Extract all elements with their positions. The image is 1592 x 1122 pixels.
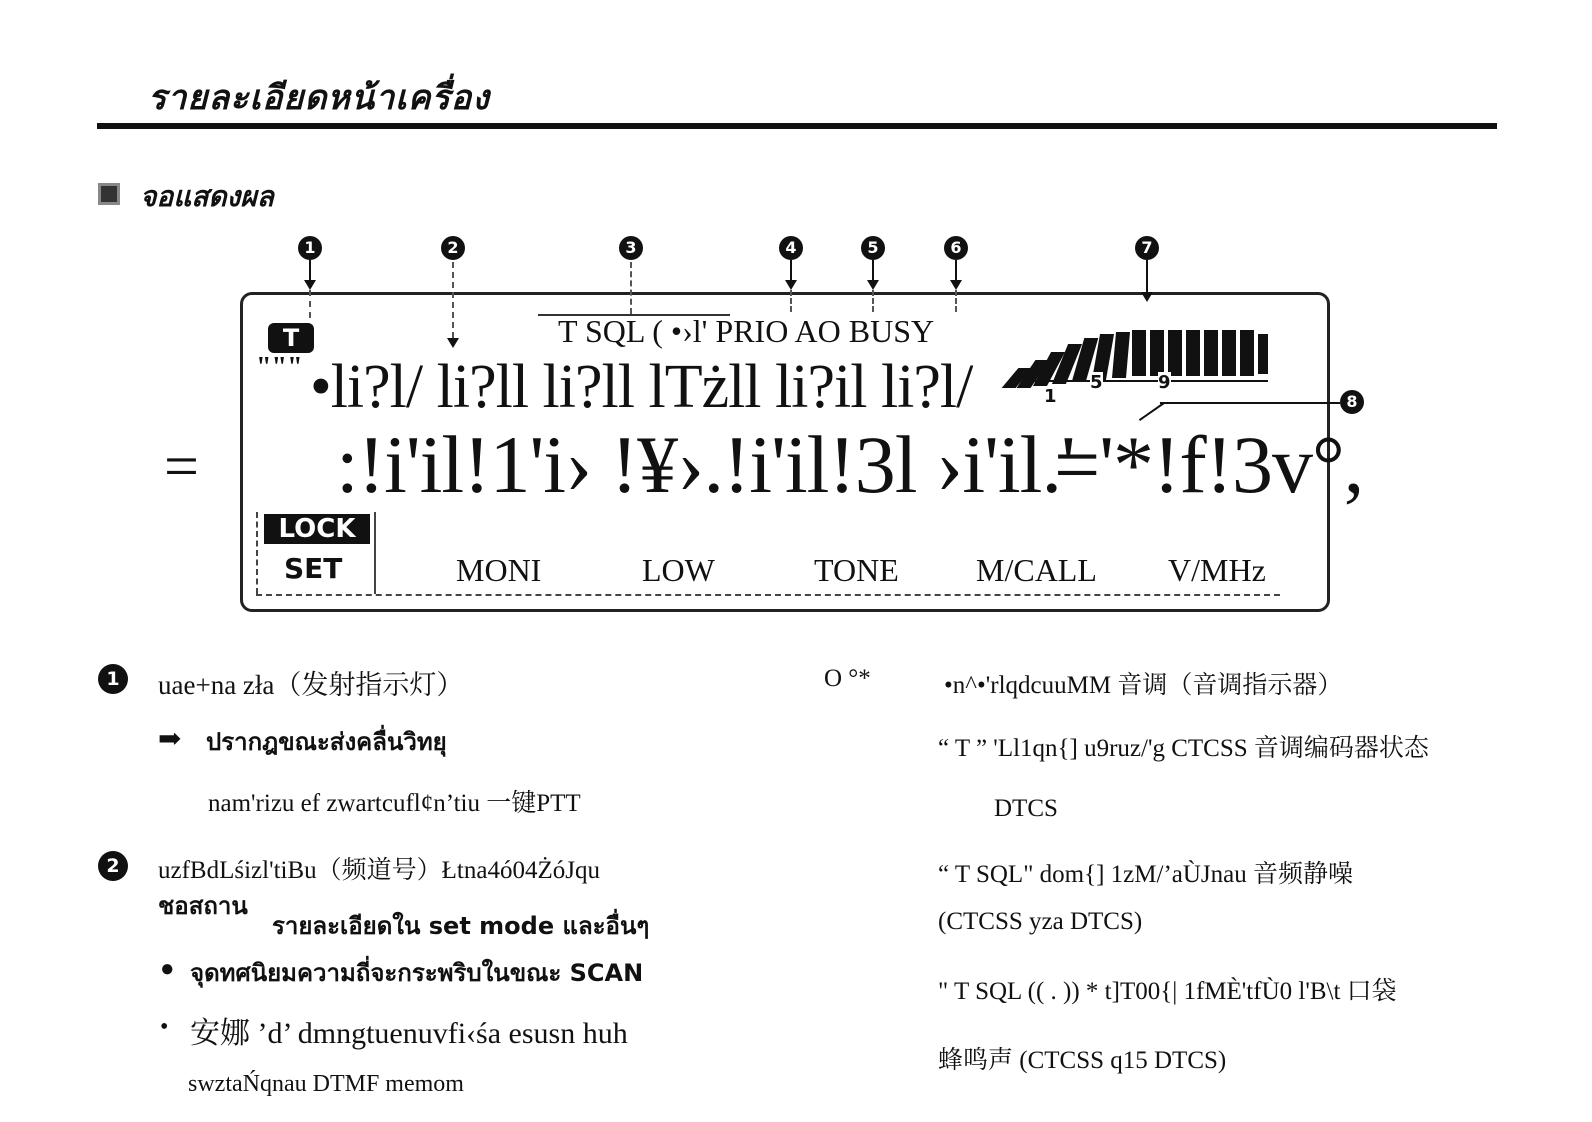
arrow-down-icon (950, 280, 962, 290)
lock-indicator: LOCK (264, 514, 370, 544)
callout-7: 7 (1135, 236, 1159, 260)
callout-4-line (790, 260, 792, 282)
item-1-number: 1 (98, 664, 128, 694)
page-title: รายละเอียดหน้าเครื่อง (148, 78, 490, 118)
arrow-down-icon (447, 338, 459, 348)
callout-8: 8 (1340, 390, 1364, 414)
lcd-equals-sign: = (164, 433, 198, 501)
callout-6-line (955, 260, 957, 282)
lcd-indicators: T SQL ( •›l' PRIO AO BUSY (558, 313, 935, 349)
lcd-frequency-row: :!i'il!1'i› !¥›.!i'il!3l ›i'il.' (336, 419, 1075, 510)
callout-5-line (872, 260, 874, 282)
arrow-down-icon (304, 280, 316, 290)
callout-1-dash (309, 290, 311, 318)
callout-7-line (1146, 260, 1148, 294)
section-heading: จอแสดงผล (140, 180, 274, 213)
callout-6: 6 (944, 236, 968, 260)
callout-1-line (309, 260, 311, 282)
item-1-thai-line: ปรากฎขณะส่งคลื่นวิทยุ (206, 728, 447, 756)
key-mcall: M/CALL (976, 552, 1097, 588)
item-3-lead: O °* (824, 665, 871, 692)
item-2-bullet-2: 安娜 ’d’ dmngtuenuvfi‹śa esusn huh (190, 1017, 628, 1050)
item-3-line-2: DTCS (994, 795, 1058, 822)
item-3-line-4: (CTCSS yza DTCS) (938, 908, 1143, 935)
arrow-right-icon: ➡ (158, 724, 182, 755)
item-2-title: uzfBdLśizl'tiBu（频道号）Łtna4ó04ŻóJqu (158, 857, 600, 884)
key-low: LOW (642, 552, 715, 588)
callout-1: 1 (298, 236, 322, 260)
item-3-line-6: 蜂鸣声 (CTCSS q15 DTCS) (938, 1047, 1227, 1074)
item-2-thai-b: รายละเอียดใน set mode และอื่นๆ (272, 912, 650, 940)
callout-2: 2 (441, 236, 465, 260)
callout-8-line (1160, 402, 1340, 404)
item-3-line-5: " T SQL (( . )) * t]T00{| 1fMÈ'tfÙ0 l'B\t 口袋 (938, 978, 1397, 1005)
callout-3-dash (630, 262, 632, 314)
lcd-frequency-right: ='*!f!3v°, (1054, 419, 1364, 510)
item-2-bullet-1: จุดทศนิยมความถี่จะกระพริบในขณะ SCAN (190, 959, 644, 987)
item-2-number: 2 (98, 851, 128, 881)
item-3-line-3: “ T SQL" dom{] 1zM/’aÙJnau 音频静噪 (938, 861, 1353, 888)
key-moni: MONI (456, 552, 542, 588)
signal-meter-scale-line (1032, 380, 1268, 382)
callout-3: 3 (619, 236, 643, 260)
title-rule (97, 123, 1497, 129)
tx-indicator-badge: T (268, 323, 314, 353)
callout-4: 4 (779, 236, 803, 260)
arrow-down-icon (785, 280, 797, 290)
item-3-title: •n^•'rlqdcuuMM 音调（音调指示器） (944, 672, 1343, 699)
item-2-thai-a: ชอสถาน (158, 892, 248, 920)
meter-scale-1: 1 (1044, 386, 1057, 407)
lcd-channel-row: •li?l/ li?ll li?ll lTżll li?il li?l/ (310, 353, 973, 421)
item-1-detail: nam'rizu ef zwartcufl¢n’tiu 一键PTT (208, 790, 581, 817)
arrow-down-icon (867, 280, 879, 290)
item-3-line-1: “ T ” 'Ll1qn{] u9ruz/'g CTCSS 音调编码器状态 (938, 735, 1429, 762)
section-square-icon (98, 183, 120, 205)
bullet-icon: • (160, 1014, 169, 1040)
item-1-title: uae+na zła（发射指示灯） (158, 670, 464, 700)
bullet-icon: ● (160, 956, 175, 982)
meter-scale-9: 9 (1158, 372, 1171, 393)
meter-scale-5: 5 (1090, 372, 1103, 393)
item-2-bullet-2-cont: swztaŃqnau DTMF memom (188, 1071, 464, 1097)
key-row-rule (256, 594, 1280, 596)
key-tone: TONE (814, 552, 899, 588)
arrow-down-icon (1141, 292, 1153, 302)
callout-5-dash (872, 290, 874, 312)
key-vmhz: V/MHz (1168, 552, 1266, 588)
callout-2-dash (452, 262, 454, 338)
callout-5: 5 (861, 236, 885, 260)
callout-6-dash (955, 290, 957, 312)
callout-4-dash (790, 290, 792, 312)
key-set: SET (284, 552, 343, 585)
lcd-top-prefix: """ (256, 352, 303, 383)
